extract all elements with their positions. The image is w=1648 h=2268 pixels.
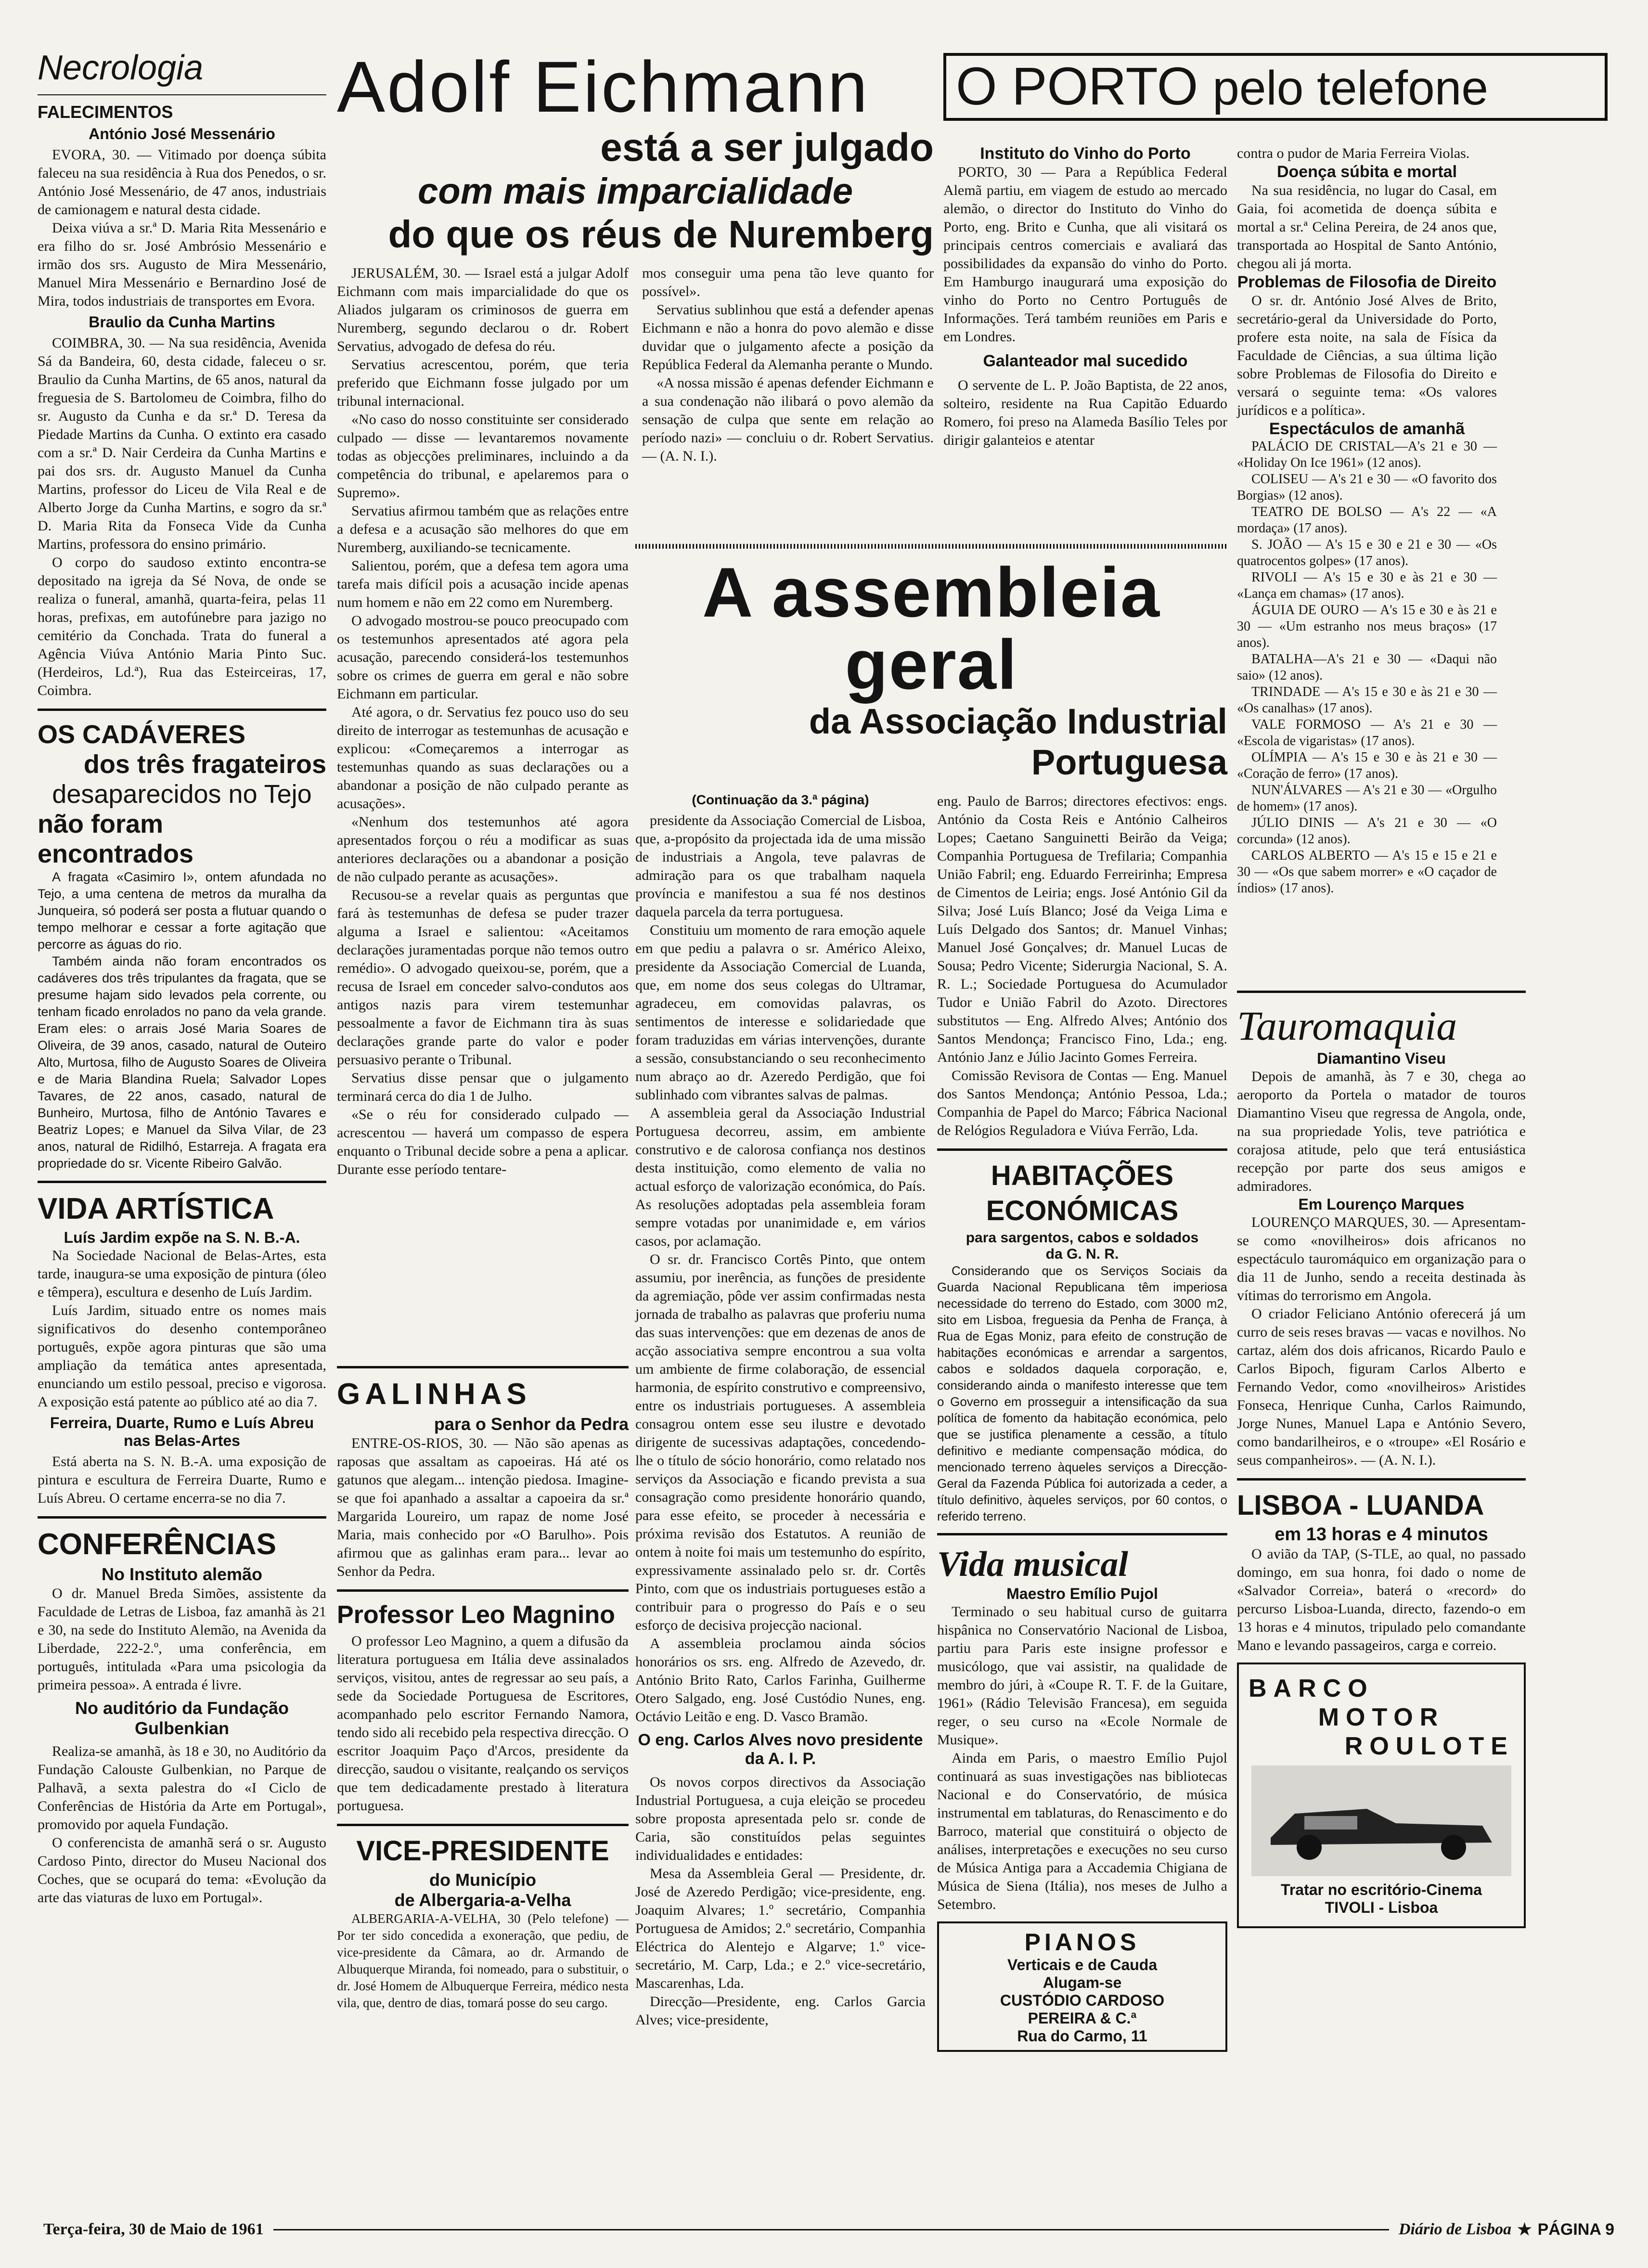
paragraph: Até agora, o dr. Servatius fez pouco uso do seu direito de interrogar as testemunhas de acusação e explicou: «Começaremos a interrogar as testemunhas quando as suas declarações ou a abandonar a posição de não culpado perante as acusações». (337, 704, 629, 812)
eichmann-title: Adolf Eichmann (337, 46, 870, 127)
divider (337, 1824, 629, 1826)
obituary-name: Braulio da Cunha Martins (89, 313, 275, 331)
tauromaquia-text (1237, 1068, 1526, 1196)
paragraph: «Nenhum dos testemunhos até agora apresentados forçou o réu a modificar as suas anteriores declarações ou a abandonar a posição de não culpado perante as acusações». (337, 814, 629, 885)
paragraph: O professor Leo Magnino, a quem a difusão da literatura portuguesa em Itália deve assinalados serviços, visitou, antes de regressar ao seu país, a sede da Sociedade Portuguesa de Escritores, acompanhado pelo escritor Fernando Namora, tendo sido ali recebido pela respectiva direcção. O escritor Joaquim Paço d'Arcos, presidente da direcção, saudou o visitante, realçando os serviços que tem dedicadamente prestado à literatura portuguesa. (337, 1633, 629, 1814)
porto-left (943, 144, 1227, 450)
right-column-lower (1237, 982, 1526, 1928)
porto-subtitle: pelo telefone (1212, 61, 1488, 115)
list-item: PALÁCIO DE CRISTAL—A's 21 e 30 — «Holiday On Ice 1961» (12 anos). (1237, 439, 1497, 470)
vice-presidente-subtitle: de Albergaria-a-Velha (394, 1890, 571, 1910)
paragraph: mos conseguir uma pena tão leve quanto for possível». (642, 265, 934, 299)
divider (38, 94, 326, 95)
paragraph: Os novos corpos directivos da Associação Industrial Portuguesa, a cuja eleição se procedeu sobre proposta apresentada pelo sr. conde de Caria, são constituídos pelas seguintes individualidades e entidades: (635, 1774, 926, 1863)
galinhas-subtitle: para o Senhor da Pedra (434, 1414, 629, 1434)
list-item: BATALHA—A's 21 e 30 — «Daqui não saio» (12 anos). (1237, 652, 1497, 683)
paragraph: ALBERGARIA-A-VELHA, 30 (Pelo telefone) — Por ter sido concedida a exoneração, que pediu, de vice-presidente da Câmara, ao dr. Armando de Albuquerque Miranda, foi nomeado, para o substituir, o dr. José Homem de Albuquerque Ferreira, médico nesta vila, que, dentro de dias, tomará posse do seu cargo. (337, 1911, 629, 2010)
obituary-text (38, 146, 326, 310)
paragraph: LOURENÇO MARQUES, 30. — Apresentam-se como «novilheiros» dois africanos no espectáculo tauromáquico em organização para o dia 11 de Junho, sendo a receita destinada às vítimas do terrorismo em Angola. (1237, 1214, 1526, 1303)
porto-subheading: Problemas de Filosofia de Direito (1237, 273, 1497, 291)
section-subheading: Luís Jardim expõe na S. N. B.-A. (64, 1229, 300, 1246)
vice-presidente-title: VICE-PRESIDENTE (356, 1835, 609, 1867)
paragraph: O sr. dr. António José Alves de Brito, secretário-geral da Universidade do Porto, profere esta noite, na sala de Física da Faculdade de Ciências, a sua última lição sobre Problemas de Filosofia do Direito e versará o seguinte tema: «Os valores jurídicos e a política». (1237, 293, 1497, 418)
paragraph: COIMBRA, 30. — Na sua residência, Avenida Sá da Bandeira, 60, desta cidade, faleceu o sr. Braulio da Cunha Martins, de 65 anos, natural da freguesia de S. Bartolomeu de Coimbra, filho do sr. Augusto da Cunha e da sr.ª D. Teresa da Piedade Martins da Cunha. O extinto era casado com a sr.ª D. Nair Cerdeira da Cunha Martins e pai dos srs. dr. Augusto Manuel da Cunha Martins, professor do Liceu de Vila Real e de Alberto Jorge da Cunha Martins, e sogro da sr.ª D. Maria Rita da Fonseca Vide da Cunha Martins, professora do ensino primário. (38, 335, 326, 552)
continuation-note: (Continuação da 3.ª página) (692, 792, 869, 807)
pianos-ad (937, 1921, 1227, 2052)
vida-musical-subheading: Maestro Emílio Pujol (1006, 1585, 1158, 1602)
divider (38, 1181, 326, 1183)
paragraph: Deixa viúva a sr.ª D. Maria Rita Messenário e era filho do sr. José Ambrósio Messenário e irmão dos srs. Augusto de Mira Messenário, Manuel Mira Messenário e Bernardino José de Mira, todos industriais de transportes em Evora. (38, 220, 326, 309)
divider (1237, 1478, 1526, 1481)
conferencias-text (38, 1585, 326, 1694)
paragraph: Mesa da Assembleia Geral — Presidente, dr. José de Azeredo Perdigão; vice-presidente, eng. Joaquim Alvares; 1.º secretário, Companhia Portuguesa de Amidos; 2.º secretário, Companhia Eléctrica do Alentejo e Algarve; 1.º vice-secretário, M. Carp, Lda.; e 2.º vice-secretário, Mascarenhas, Lda. (635, 1866, 926, 1991)
porto-section (943, 53, 1608, 121)
footer-date: Terça-feira, 30 de Maio de 1961 (43, 2220, 264, 2238)
assembleia-title: A assembleia geral (702, 553, 1160, 704)
paragraph: Servatius disse pensar que o julgamento terminará cerca do dia 1 de Julho. (337, 1070, 629, 1104)
paragraph: Servatius afirmou também que as relações entre a defesa e a acusação são melhores do que em Nuremberg, auxiliando-se tecnicamente. (337, 503, 629, 555)
falecimentos-heading: FALECIMENTOS (38, 102, 173, 122)
porto-text (1237, 181, 1497, 273)
paragraph: Ainda em Paris, o maestro Emílio Pujol continuará as suas investigações nas bibliotecas Nacional e do Conservatório, de música instrumental em tablaturas, do Renascimento e do Barroco, material que constituirá o objecto de análises, interpretações e execuções no seu curso de Música Antiga para a Accademia Chigiana de Música de Siena (Itália), nos meses de Julho a Setembro. (937, 1750, 1227, 1912)
paragraph: O criador Feliciano António oferecerá já um curro de seis reses bravas — vacas e novilhos. No cartaz, além dos dois africanos, Ricardo Paulo e Carlos Bipoch, figuram Carlos Alberto e Fernando Vedor, como «novilheiros» Aristides Fonseca, Henrique Cunha, Carlos Raimundo, Jorge Nunes, Manuel Lapa e António Severo, como bandarilheiros, e o «troupe» «El Rosário e seus companheiros». — (A. N. I.). (1237, 1306, 1526, 1468)
paragraph: Recusou-se a revelar quais as perguntas que fará às testemunhas de defesa se puder trazer alguma a Israel e salientou: «Aceitamos declarações juramentadas porque não temos outro remédio». O advogado queixou-se, porém, que a recusa de Israel em conceder salvo-condutos aos antigos nazis para virem testemunhar pessoalmente a favor de Eichmann tira às suas declarações grande parte do valor e poder persuasivo perante o Tribunal. (337, 887, 629, 1068)
eichmann-continuation (642, 264, 934, 465)
paragraph: Comissão Revisora de Contas — Eng. Manuel dos Santos Mendonça; António Pessoa, Lda.; Companhia de Papel do Marco; Fábrica Nacional de Relógios Reguladora e Viúva Ferrão, Lda. (937, 1068, 1227, 1138)
assembleia-subtitle: da Associação Industrial Portuguesa (809, 701, 1227, 782)
list-item: RIVOLI — A's 15 e 30 e às 21 e 30 — «Lança em chamas» (17 anos). (1237, 570, 1497, 601)
ad-line: MOTOR (1318, 1703, 1445, 1731)
porto-text (1237, 292, 1497, 420)
ad-line: Verticais e de Cauda (1007, 1956, 1158, 1973)
obituary-text (38, 334, 326, 700)
paragraph: Servatius sublinhou que está a defender apenas Eichmann e não a honra do povo alemão e disse duvidar que o julgamento afecte a posição da República Federal da Alemanha perante o Mundo. (642, 302, 934, 373)
obituary-name: António José Messenário (89, 125, 275, 142)
car-trailer-illustration (1251, 1765, 1511, 1876)
text-column (937, 792, 1227, 2052)
habitacoes-text (937, 1263, 1227, 1524)
list-item: CARLOS ALBERTO — A's 15 e 15 e 21 e 30 — «Os que sabem morrer» e «O caçador de índios» (17 anos). (1237, 848, 1497, 896)
ad-line: ROULOTE (1344, 1732, 1514, 1760)
paragraph: presidente da Associação Comercial de Lisboa, que, a-propósito da projectada ida de uma missão de industriais a Angola, teve palavras de admiração para os que trabalham naquela província e manifestou a sua fé nos destinos daquela parcela da terra portuguesa. (635, 812, 926, 920)
list-item: NUN'ÁLVARES — A's 21 e 30 — «Orgulho de homem» (17 anos). (1237, 783, 1497, 814)
eichmann-subtitle: está a ser julgado (600, 126, 934, 169)
hatched-rule (635, 544, 1227, 549)
galinhas-title: GALINHAS (337, 1378, 531, 1411)
porto-right (1237, 144, 1497, 897)
paragraph: Na Sociedade Nacional de Belas-Artes, esta tarde, inaugura-se uma exposição de pintura (óleo e têmpera), escultura e desenho de Luís Jardim. (38, 1248, 326, 1300)
habitacoes-title: ECONÓMICAS (986, 1195, 1179, 1226)
ad-line: TIVOLI - Lisboa (1325, 1899, 1438, 1916)
section-subheading: No auditório da Fundação Gulbenkian (75, 1698, 289, 1738)
lisboa-luanda-text (1237, 1545, 1526, 1655)
page-footer (43, 2220, 1614, 2239)
vida-artistica-title: VIDA ARTÍSTICA (38, 1192, 274, 1225)
porto-title: O PORTO (956, 57, 1198, 116)
habitacoes-subtitle: para sargentos, cabos e soldados (966, 1230, 1199, 1246)
habitacoes-title: HABITAÇÕES (991, 1160, 1174, 1191)
espectaculos-list (1237, 438, 1497, 897)
lisboa-luanda-subtitle: em 13 horas e 4 minutos (1275, 1524, 1488, 1545)
conferencias-title: CONFERÊNCIAS (38, 1528, 277, 1561)
list-item: S. JOÃO — A's 15 e 30 e 21 e 30 — «Os quatrocentos golpes» (17 anos). (1237, 537, 1497, 568)
list-item: OLÍMPIA — A's 15 e 30 e às 21 e 30 — «Coração de ferro» (17 anos). (1237, 750, 1497, 781)
ad-line: CUSTÓDIO CARDOSO (1000, 1992, 1165, 2009)
ad-title: PIANOS (1024, 1929, 1140, 1956)
headline-line: OS CADÁVERES (38, 720, 246, 749)
column-2-lower (337, 1357, 629, 2011)
assembleia-text (937, 792, 1227, 1140)
porto-subheading: Instituto do Vinho do Porto (980, 144, 1191, 163)
paragraph: Direcção—Presidente, eng. Carlos Garcia Alves; vice-presidente, (635, 1994, 926, 2028)
assembleia-text (635, 1773, 926, 2029)
paragraph: «No caso do nosso constituinte ser considerado culpado — disse — levantaremos novamente todas as objecções preliminares, incluindo a da competência do tribunal, e apelaremos para o Supremo». (337, 412, 629, 501)
ad-line: Tratar no escritório-Cinema (1281, 1881, 1482, 1898)
assembleia-section (635, 544, 1227, 2052)
paragraph: O corpo do saudoso extinto encontra-se depositado na igreja da Sé Nova, de onde se realiza o funeral, amanhã, quarta-feira, pelas 11 horas, prefixas, em autofúnebre para jazigo no cemitério da Conchada. Trata do funeral a Agência Viúva António Maria Pinto Suc. (Herdeiros, Ld.ª), Rua das Esteirceiras, 17, Coimbra. (38, 554, 326, 698)
paragraph: A assembleia geral da Associação Industrial Portuguesa decorreu, assim, em ambiente construtivo e de calorosa confiança nos destinos desta instituição, como elemento de valia no actual esforço de valorização económica, do País. As resoluções adoptadas pela assembleia foram sempre votadas por unanimidade e, em vários casos, por aclamação. (635, 1105, 926, 1249)
tauromaquia-text (1237, 1213, 1526, 1469)
ad-line: BARCO (1249, 1675, 1374, 1702)
star-icon: ★ (1517, 2221, 1532, 2239)
tauromaquia-title: Tauromaquia (1237, 1003, 1457, 1049)
eichmann-subtitle: do que os réus de Nuremberg (388, 213, 934, 256)
paragraph: Constituiu um momento de rara emoção aquele em que pediu a palavra o sr. Américo Aleixo, presidente da Associação Comercial de Luanda, que, em nome dos seus colegas do Ultramar, agradeceu, em comovidas palavras, os sentimentos de interesse e solidariedade que foram traduzidas em várias intervenções, durante a sessão, consubstanciando o seu reconhecimento num abraço ao dr. Azeredo Perdigão, que foi sublinhado com vibrantes salvas de palmas. (635, 922, 926, 1103)
tauromaquia-subheading: Em Lourenço Marques (1298, 1196, 1465, 1213)
paragraph: O dr. Manuel Breda Simões, assistente da Faculdade de Letras de Lisboa, faz amanhã às 21 e 30, na sede do Instituto Alemão, na Avenida da Liberdade, 222-2.º, uma conferência, em português, intitulada «Para uma psicologia da primeira pessoa». A entrada é livre. (38, 1585, 326, 1693)
paragraph: Está aberta na S. N. B.-A. uma exposição de pintura e escultura de Ferreira Duarte, Rumo e Luís Abreu. O certame encerra-se no dia 7. (38, 1454, 326, 1506)
list-item: JÚLIO DINIS — A's 21 e 30 — «O corcunda» (12 anos). (1237, 815, 1497, 847)
paragraph: EVORA, 30. — Vitimado por doença súbita faleceu na sua residência à Rua dos Penedos, o sr. António José Messenário, de 47 anos, industriais de camionagem e natural desta cidade. (38, 147, 326, 218)
ad-line: Alugam-se (1043, 1974, 1122, 1991)
divider (937, 1148, 1227, 1151)
vida-artistica-text (38, 1453, 326, 1508)
paragraph: Terminado o seu habitual curso de guitarra hispânica no Conservatório Nacional de Lisboa, partiu para Paris este insigne professor e musicólogo, que vai assistir, na qualidade de membro do júri, à «Coupe R. T. F. de la Guitare, 1961» (Rádio Televisão Francesa), em seguida reger, o seu curso na «Ecole Normale de Musique». (937, 1604, 1227, 1748)
assembleia-body (635, 792, 1227, 2052)
headline-line: dos três fragateiros (83, 750, 326, 779)
paragraph: O sr. dr. Francisco Cortês Pinto, que ontem assumiu, por inerência, as funções de presidente da agremiação, pôde ver assim confirmadas nesta jornada de trabalho as palavras que proferiu numa das suas intervenções: que em dezenas de anos de acção associativa sempre encontrou a sua volta um ambiente de firme colaboração, de essencial harmonia, de espírito construtivo e compreensivo, entre os industriais portugueses. A assembleia consagrou ontem esse seu ilustre e devotado dirigente de sucessivas adaptações, concedendo-lhe o título de sócio honorário, como relatado nos serviços da Associação e ficando prevista a sua consagração como presidente honorário quando, para esse efeito, se proceder à necessária e próxima revisão dos Estatutos. A reunião de ontem à noite foi mais um testemunho do espírito, expressivamente assinalado pelo sr. dr. Cortês Pinto, com que os industriais portugueses estão a contribuir para o progresso do País e o seu esforço de decisiva projecção nacional. (635, 1251, 926, 1633)
list-item: VALE FORMOSO — A's 21 e 30 — «Escola de vigaristas» (17 anos). (1237, 717, 1497, 748)
porto-text (943, 163, 1227, 346)
vice-presidente-subtitle: do Município (429, 1870, 536, 1890)
habitacoes-subtitle: da G. N. R. (1045, 1246, 1119, 1262)
paragraph: A fragata «Casimiro I», ontem afundada no Tejo, a uma centena de metros da muralha da Junqueira, só poderá ser posta a flutuar quando o tempo melhorar e cessar a forte agitação que percorre as águas do rio. (38, 870, 326, 952)
vida-musical-text (937, 1603, 1227, 1914)
list-item: ÁGUIA DE OURO — A's 15 e 30 e às 21 e 30 — «Um estranho nos meus braços» (17 anos). (1237, 603, 1497, 650)
divider (38, 1516, 326, 1519)
footer-paper-name: Diário de Lisboa (1398, 2220, 1512, 2238)
porto-banner (943, 53, 1608, 121)
headline-line: desaparecidos no Tejo (52, 780, 312, 809)
section-subheading: Ferreira, Duarte, Rumo e Luís Abreu nas Belas-Artes (50, 1414, 314, 1449)
paragraph: O advogado mostrou-se pouco preocupado com os testemunhos apresentados até agora pela acusação, parecendo considerá-los testemunhos sobre os crimes de guerra em geral e não sobre Eichmann em particular. (337, 613, 629, 702)
tauromaquia-subheading: Diamantino Viseu (1317, 1050, 1446, 1067)
vida-artistica-text (38, 1247, 326, 1411)
conferencias-text (38, 1742, 326, 1907)
footer-page-number: PÁGINA 9 (1537, 2220, 1614, 2239)
leo-magnino-title: Professor Leo Magnino (337, 1601, 615, 1629)
ad-line: PEREIRA & C.ª (1028, 2010, 1137, 2027)
divider (937, 1533, 1227, 1535)
porto-text (1237, 144, 1497, 163)
paragraph: O servente de L. P. João Baptista, de 22 anos, solteiro, residente na Rua Capitão Eduardo Romero, foi preso na Alameda Basílio Teles por dirigir galanteios e atentar (943, 377, 1227, 448)
list-item: TRINDADE — A's 15 e 30 e às 21 e 30 — «Os canalhas» (17 anos). (1237, 684, 1497, 716)
assembleia-subheading: O eng. Carlos Alves novo presidente da A. I. P. (638, 1731, 923, 1768)
porto-subheading: Galanteador mal sucedido (983, 352, 1188, 370)
leo-magnino-text (337, 1632, 629, 1815)
divider (337, 1589, 629, 1592)
paragraph: contra o pudor de Maria Ferreira Violas. (1237, 145, 1470, 161)
ad-line: Rua do Carmo, 11 (1017, 2027, 1147, 2045)
porto-subheading: Doença súbita e mortal (1276, 163, 1457, 181)
paragraph: JERUSALÉM, 30. — Israel está a julgar Adolf Eichmann com mais imparcialidade do que os Aliados julgaram os criminosos de guerra em Nuremberg, segundo declarou o dr. Robert Servatius, advogado de defesa do réu. (337, 265, 629, 354)
divider (1237, 991, 1526, 993)
paragraph: O conferencista de amanhã será o sr. Augusto Cardoso Pinto, director do Museu Nacional dos Coches, que se ocupará do tema: «Evolução da arte das viaturas de luxo em Portugal». (38, 1835, 326, 1906)
column-1 (38, 48, 326, 1907)
cadaveres-text (38, 869, 326, 1172)
paragraph: PORTO, 30 — Para a República Federal Alemã partiu, em viagem de estudo ao mercado alemão, o director do Instituto do Vinho do Porto, eng. Brito e Cunha, que ali visitará os principais centros comerciais e avaliará das possibilidades da expansão do vinho do Porto. Em Hamburgo inaugurará uma exposição do vinho do Porto no Centro Português de Informações. Terá também reuniões em Paris e em Londres. (943, 164, 1227, 345)
paragraph: Luís Jardim, situado entre os nomes mais significativos do desenho contemporâneo português, expõe agora pinturas que são uma ampliação da temática antes apresentada, enunciando um estilo pessoal, preciso e vigorosa. A exposição está patente ao público até ao dia 7. (38, 1302, 326, 1410)
paragraph: A assembleia proclamou ainda sócios honorários os srs. eng. Alfredo de Azevedo, dr. António Brito Rato, Carlos Farinha, Guilherme Otero Salgado, eng. José Custódio Nunes, eng. Octávio Leitão e eng. D. Vasco Bramão. (635, 1636, 926, 1725)
text-column (635, 792, 926, 2052)
barco-ad (1237, 1662, 1526, 1928)
list-item: TEATRO DE BOLSO — A's 22 — «A mordaça» (17 anos). (1237, 504, 1497, 536)
paragraph: Considerando que os Serviços Sociais da Guarda Nacional Republicana têm imperiosa necessidade do terreno do Estado, com 3000 m2, sito em Lisboa, freguesia da Penha de França, à Rua de Egas Moniz, para efeito de construção de habitações económicas e arrendar a sargentos, cabos e soldados daquela corporação, e, considerando ainda o manifesto interesse que tem o Governo em prosseguir a intensificação da sua política de fomento da habitação económica, pelo que se justifica plenamente a cessão, a título definitivo e mediante compensação módica, do mencionado terreno àqueles serviços a Direcção-Geral da Fazenda Pública foi autorizada a ceder, a título definitivo, àqueles serviços, por 60 contos, o referido terreno. (937, 1263, 1227, 1523)
paragraph: «Se o réu for considerado culpado — acrescentou — haverá um compasso de espera enquanto o Tribunal decide sobre a pena a aplicar. Durante esse período tentare- (337, 1107, 629, 1177)
paragraph: Realiza-se amanhã, às 18 e 30, no Auditório da Fundação Calouste Gulbenkian, no Parque de Palhavã, a sexta palestra do «I Ciclo de Conferências de História da Arte em Portugal», promovido por aquela Fundação. (38, 1743, 326, 1832)
necrologia-title: Necrologia (38, 49, 204, 87)
paragraph: «A nossa missão é apenas defender Eichmann e a sua condenação não ilibará o povo alemão da sensação de culpa que sente em relação ao período nazi» — concluiu o dr. Robert Servatius. — (A. N. I.). (642, 375, 934, 464)
eichmann-subtitle: com mais imparcialidade (418, 171, 853, 212)
paragraph: eng. Paulo de Barros; directores efectivos: engs. António da Costa Reis e António Calheiros Lopes; Caetano Sanguinetti Beirão da Veiga; Companhia Portuguesa de Trefilaria; Companhia União Fabril; eng. Eduardo Ferreirinha; Empresa de Cimentos de Leiria; engs. José António Gil da Silva; José Luís Blanco; José da Veiga Lima e Luís Delgado dos Santos; dr. Manuel Vinhas; Manuel José Gonçalves; dr. Manuel Lucas de Sousa; Pedro Vicente; Siderurgia Nacional, S. A. R. L.; Sociedade Portuguesa do Acumulador Tudor e União Fabril do Azoto. Directores substitutos — Eng. Alfredo Alves; António dos Santos Mendonça; Francisco Fino, Lda.; eng. António Janz e Júlio Jacinto Gomes Ferreira. (937, 793, 1227, 1065)
divider (38, 709, 326, 711)
porto-subheading: Espectáculos de amanhã (1269, 420, 1465, 438)
headline-line: não foram encontrados (38, 810, 194, 868)
text-column (337, 264, 629, 1179)
footer-rule (273, 2229, 1389, 2230)
assembleia-text (635, 812, 926, 1726)
vida-musical-title: Vida musical (937, 1545, 1128, 1584)
paragraph: Também ainda não foram encontrados os cadáveres dos três tripulantes da fragata, que se presume hajam sido levados pela corrente, ou tenham ficado enrolados no pano da vela grande. Eram eles: o arrais José Maria Soares de Oliveira, de 39 anos, casado, natural de Outeiro Alto, Murtosa, filho de Augusto Soares de Oliveira e de Maria Blandina Ruela; Salvador Lopes Tavares, de 22 anos, casado, natural de Bunheiro, Murtosa, filho de António Tavares e Beatriz Lopes; e Manuel da Silva Vilar, de 23 anos, natural de Ridilhó, Estarreja. A fragata era propriedade do sr. Vicente Ribeiro Galvão. (38, 954, 326, 1171)
paragraph: Depois de amanhã, às 7 e 30, chega ao aeroporto da Portela o matador de touros Diamantino Viseu que regressa de Angola, onde, na sua propriedade Yolis, teve patriótica e corajosa atitude, pelo que terá entusiástica recepção por parte dos seus amigos e admiradores. (1237, 1069, 1526, 1194)
list-item: COLISEU — A's 21 e 30 — «O favorito dos Borgias» (12 anos). (1237, 472, 1497, 503)
porto-text (943, 376, 1227, 450)
section-subheading: No Instituto alemão (101, 1564, 263, 1584)
paragraph: Na sua residência, no lugar do Casal, em Gaia, foi acometida de doença súbita e mortal a sr.ª Celina Pereira, de 24 anos que, transportada ao Hospital de Santo António, chegou ali já morta. (1237, 182, 1497, 271)
lisboa-luanda-title: LISBOA - LUANDA (1237, 1490, 1484, 1521)
paragraph: Servatius acrescentou, porém, que teria preferido que Eichmann fosse julgado por um tribunal internacional. (337, 357, 629, 409)
paragraph: O avião da TAP, (S-TLE, ao qual, no passado domingo, em sua honra, foi dado o nome de «Salvador Correia», baterá o «record» do percurso Lisboa-Luanda, directo, fazendo-o em 13 horas e 4 minutos, tripulado pelo comandante Mano e levando passageiros, carga e correio. (1237, 1546, 1526, 1653)
galinhas-text (337, 1434, 629, 1581)
paragraph: Salientou, porém, que a defesa tem agora uma tarefa mais difícil pois a acusação incide apenas num homem e não em 22 como em Nuremberg. (337, 558, 629, 610)
cadaveres-headline (38, 720, 326, 869)
vice-presidente-text (337, 1910, 629, 2011)
paragraph: ENTRE-OS-RIOS, 30. — Não são apenas as raposas que assaltam as capoeiras. Há até os gatunos que alegam... intenção piedosa. Imagine-se que foi apanhado a assaltar a capoeira da sr.ª Margarida Loureiro, um rapaz de nome José Maria, mais conhecido por «O Barulho». Pois afirmou que as galinhas eram para... levar ao Senhor da Pedra. (337, 1435, 629, 1579)
divider (337, 1366, 629, 1368)
